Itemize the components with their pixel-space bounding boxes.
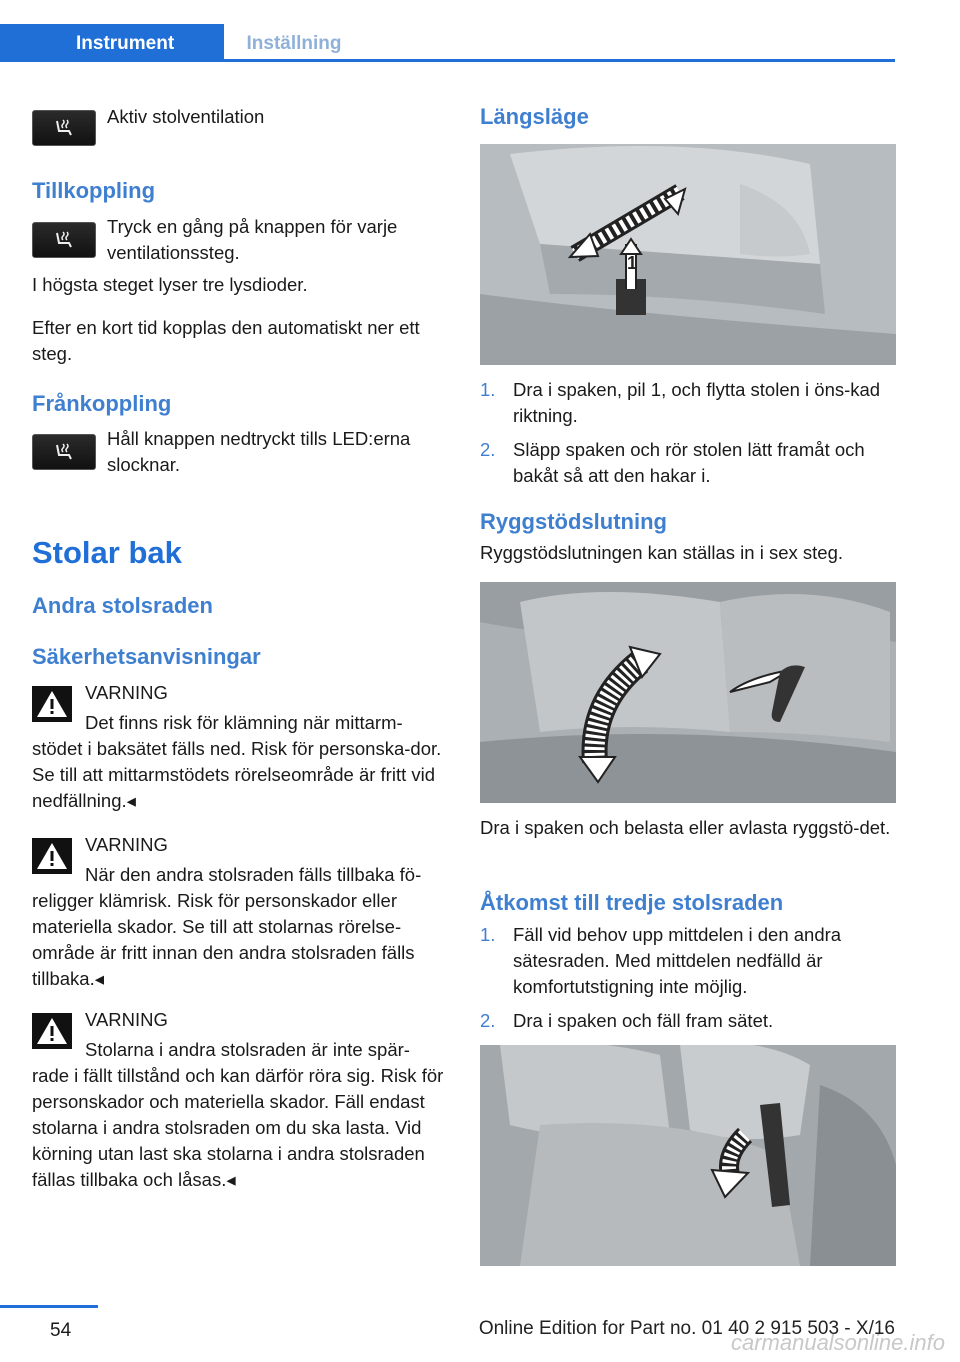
list-number: 2. <box>480 1010 496 1031</box>
icon-row-active-ventilation <box>32 106 448 150</box>
paragraph-dra-i-spaken: Dra i spaken och belasta eller avlasta ryggstö-det. <box>480 817 891 838</box>
header-tabbar <box>0 24 895 62</box>
warning3-title: VARNING <box>85 1009 168 1030</box>
heading-tillkoppling: Tillkoppling <box>32 178 156 203</box>
warning-icon <box>32 1013 72 1049</box>
heading-atkomst: Åtkomst till tredje stolsraden <box>480 890 784 915</box>
seat-fold-illustration <box>480 1045 896 1266</box>
heading-ryggstodslutning: Ryggstödslutning <box>480 509 667 534</box>
list-item <box>480 377 896 429</box>
footer-edition: Online Edition for Part no. 01 40 2 915 503 - X/16 <box>478 1318 895 1339</box>
heading-andra-stolsraden: Andra stolsraden <box>32 593 213 618</box>
warning-icon <box>32 838 72 874</box>
icon2-text: Tryck en gång på knappen för varje ventilationssteg. <box>107 216 398 263</box>
list-item <box>480 437 896 489</box>
icon3-text: Håll knappen nedtryckt tills LED:erna slocknar. <box>107 428 411 475</box>
list-number: 1. <box>480 924 496 945</box>
page-number-rule <box>0 1305 98 1308</box>
warning1-title: VARNING <box>85 682 168 703</box>
header-rule <box>0 59 895 62</box>
seat-ventilation-icon <box>32 110 96 146</box>
seat-ventilation-icon <box>32 434 96 470</box>
seat-slide-illustration <box>480 144 896 365</box>
photo1-callout: 1 <box>626 253 638 273</box>
list-number: 2. <box>480 439 496 460</box>
watermark: carmanualsonline.info <box>730 1330 945 1355</box>
warning2-line: När den andra stolsraden fälls tillbaka fö- <box>85 864 422 885</box>
list-text: Dra i spaken, pil 1, och flytta stolen i öns-kad riktning. <box>513 379 881 426</box>
list-langslage <box>480 377 896 489</box>
paragraph-ryggstod: Ryggstödslutningen kan ställas in i sex steg. <box>480 542 844 563</box>
heading-langslage: Längsläge <box>480 104 589 129</box>
icon1-text: Aktiv stolventilation <box>107 106 265 127</box>
list-item <box>480 922 896 1000</box>
warning2-title: VARNING <box>85 834 168 855</box>
list-item <box>480 1008 896 1034</box>
heading-frankoppling: Frånkoppling <box>32 391 172 416</box>
paragraph-kort-tid: Efter en kort tid kopplas den automatiskt ner ett steg. <box>32 317 420 364</box>
list-text: Fäll vid behov upp mittdelen i den andra sätesraden. Med mittdelen nedfälld är komfortutstigning inte möjlig. <box>513 924 842 997</box>
backrest-tilt-illustration <box>480 582 896 803</box>
icon-row-tillkoppling <box>32 216 448 274</box>
seat-ventilation-icon <box>32 222 96 258</box>
warning-icon <box>32 686 72 722</box>
paragraph-lysdioder: I högsta steget lyser tre lysdioder. <box>32 274 308 295</box>
warning3-line: Stolarna i andra stolsraden är inte spär- <box>85 1039 410 1060</box>
warning1-line: Det finns risk för klämning när mittarm- <box>85 712 403 733</box>
warning3-text: rade i fällt tillstånd och kan därför röra sig. Risk för personskador och materiella skador. Fäll endast stolarna i andra stolsraden om du ska lasta. Vid körning utan last ska stolarna i andra stolsraden fällas tillbaka och låsas.◂ <box>32 1065 444 1190</box>
warning1-text: stödet i baksätet fälls ned. Risk för personska-dor. Se till att mittarmstödets rörelseområde är fritt vid nedfällning.◂ <box>32 738 442 811</box>
tab-instrument[interactable]: Instrument <box>0 24 224 62</box>
tab-installning[interactable]: Inställning <box>246 33 342 54</box>
heading-stolar-bak: Stolar bak <box>32 535 182 570</box>
warning2-text: religger klämrisk. Risk för personskador eller materiella skador. Se till att stolarnas rörelse-område är fritt innan den andra stolsraden fälls tillbaka.◂ <box>32 890 415 989</box>
heading-sakerhetsanvisningar: Säkerhetsanvisningar <box>32 644 261 669</box>
list-number: 1. <box>480 379 496 400</box>
page-number: 54 <box>50 1320 72 1341</box>
list-text: Släpp spaken och rör stolen lätt framåt och bakåt så att den hakar i. <box>513 439 865 486</box>
icon-row-frankoppling <box>32 428 448 486</box>
list-atkomst <box>480 922 896 1034</box>
list-text: Dra i spaken och fäll fram sätet. <box>513 1010 774 1031</box>
